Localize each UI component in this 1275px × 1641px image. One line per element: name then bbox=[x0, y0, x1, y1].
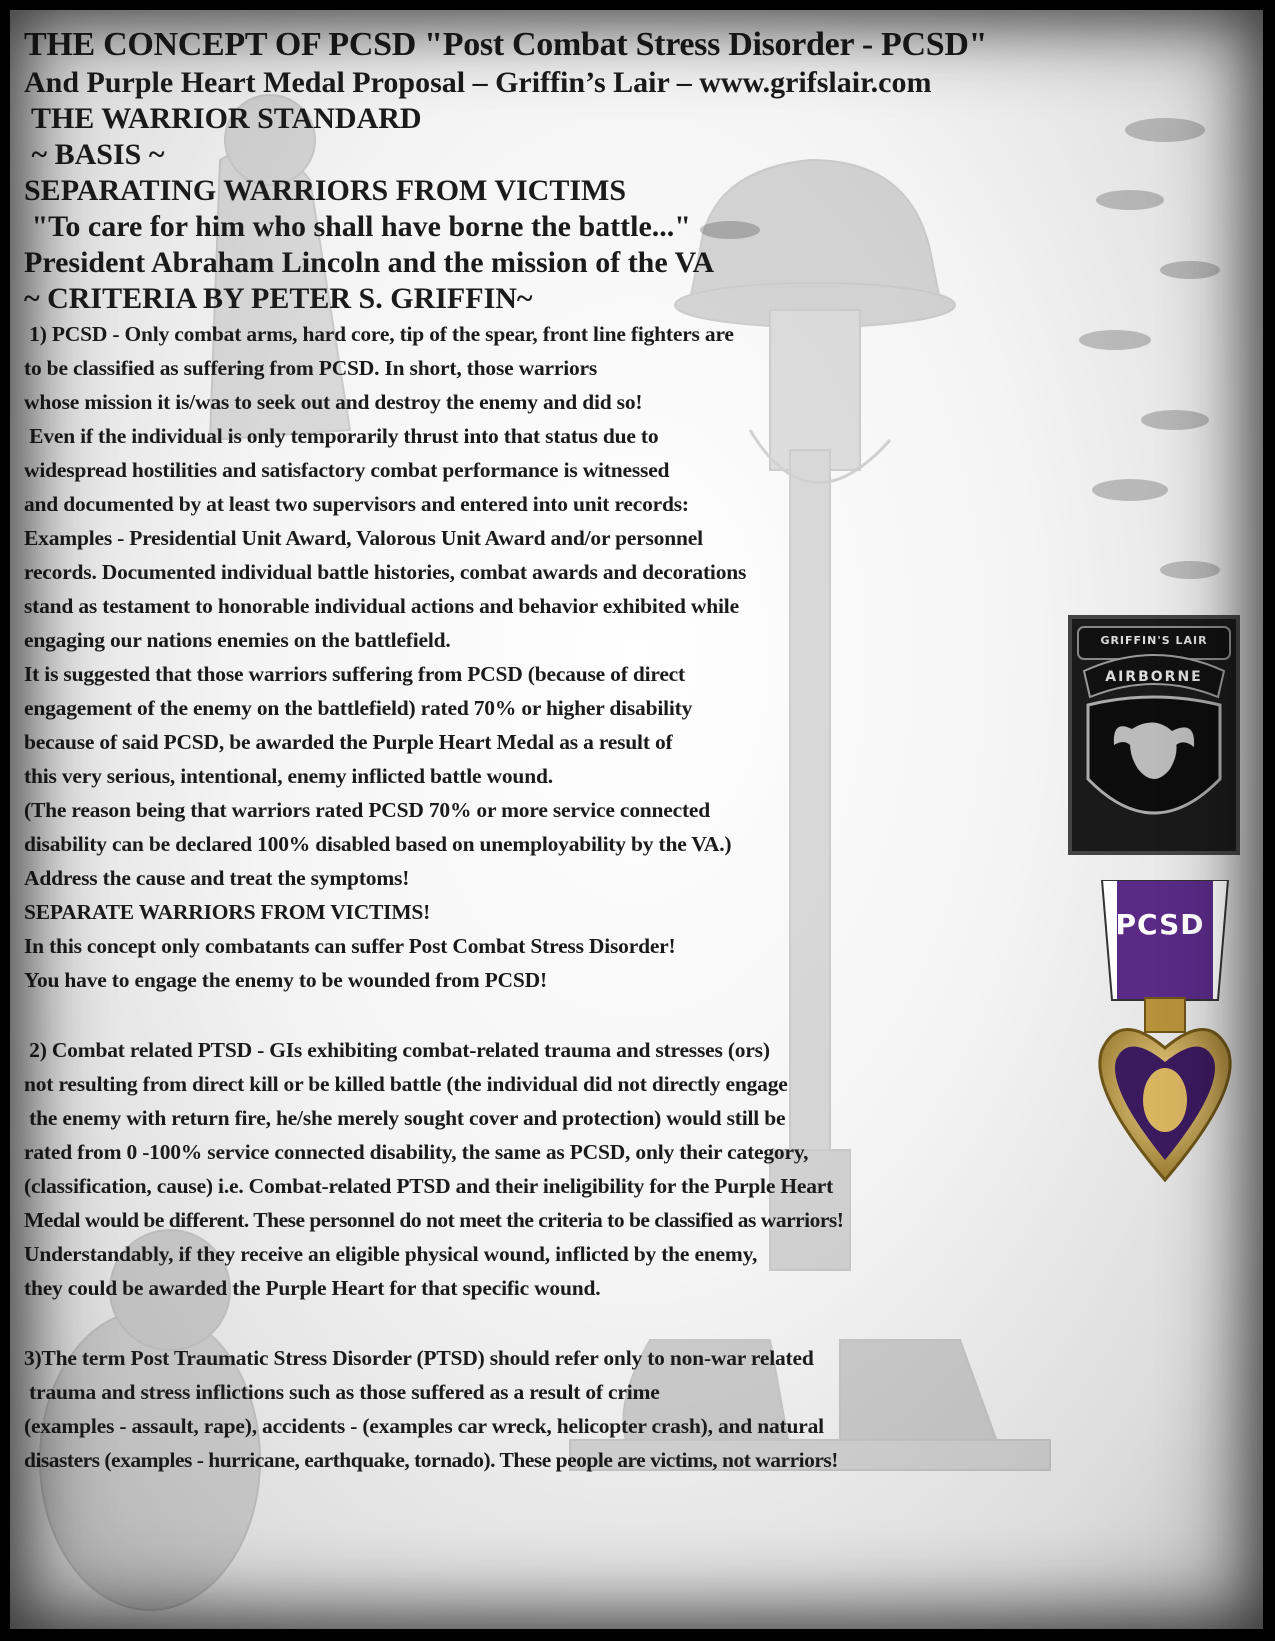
section-3-line: disasters (examples - hurricane, earthquake, tornado). These people are victims, not warriors! bbox=[24, 1448, 838, 1472]
airborne-patch bbox=[1068, 615, 1240, 855]
section-2-line: not resulting from direct kill or be killed battle (the individual did not directly engage bbox=[24, 1072, 788, 1096]
section-1-line: this very serious, intentional, enemy inflicted battle wound. bbox=[24, 764, 553, 788]
poster-page bbox=[10, 10, 1263, 1629]
section-2-line: Understandably, if they receive an eligible physical wound, inflicted by the enemy, bbox=[24, 1242, 758, 1266]
section-1-line: records. Documented individual battle histories, combat awards and decorations bbox=[24, 560, 747, 584]
section-3 bbox=[24, 1341, 1254, 1477]
basis-heading: ~ BASIS ~ bbox=[24, 138, 165, 171]
section-1-line: You have to engage the enemy to be wounded from PCSD! bbox=[24, 968, 547, 992]
title-line-1: THE CONCEPT OF PCSD "Post Combat Stress Disorder - PCSD" bbox=[24, 26, 988, 63]
title-line-3: THE WARRIOR STANDARD bbox=[24, 102, 422, 135]
section-1-line: and documented by at least two supervisors and entered into unit records: bbox=[24, 492, 689, 516]
section-3-line: 3)The term Post Traumatic Stress Disorder (PTSD) should refer only to non-war related bbox=[24, 1346, 814, 1370]
section-1-line: stand as testament to honorable individual actions and behavior exhibited while bbox=[24, 594, 739, 618]
section-1-line: SEPARATE WARRIORS FROM VICTIMS! bbox=[24, 900, 431, 924]
spacer bbox=[24, 997, 1254, 1033]
section-1-line: 1) PCSD - Only combat arms, hard core, tip of the spear, front line fighters are bbox=[24, 322, 734, 346]
section-1-line: In this concept only combatants can suffer Post Combat Stress Disorder! bbox=[24, 934, 676, 958]
patch-airborne-tab: AIRBORNE bbox=[1105, 669, 1203, 685]
section-2-line: they could be awarded the Purple Heart for that specific wound. bbox=[24, 1276, 601, 1300]
section-1-line: disability can be declared 100% disabled based on unemployability by the VA.) bbox=[24, 832, 732, 856]
section-2-line: (classification, cause) i.e. Combat-related PTSD and their ineligibility for the Purple Heart bbox=[24, 1174, 834, 1198]
section-2 bbox=[24, 1033, 1254, 1305]
attribution: President Abraham Lincoln and the mission of the VA bbox=[24, 246, 715, 279]
section-1-line: engaging our nations enemies on the battlefield. bbox=[24, 628, 451, 652]
spacer bbox=[24, 1305, 1254, 1341]
section-3-line: (examples - assault, rape), accidents - (examples car wreck, helicopter crash), and natural bbox=[24, 1414, 824, 1438]
section-1-line: because of said PCSD, be awarded the Purple Heart Medal as a result of bbox=[24, 730, 673, 754]
separating-heading: SEPARATING WARRIORS FROM VICTIMS bbox=[24, 174, 627, 207]
section-1-line: Address the cause and treat the symptoms! bbox=[24, 866, 410, 890]
section-1-line: to be classified as suffering from PCSD. In short, those warriors bbox=[24, 356, 598, 380]
section-2-line: the enemy with return fire, he/she merely sought cover and protection) would still be bbox=[24, 1106, 786, 1130]
griffin-icon bbox=[1072, 619, 1236, 851]
section-1-line: It is suggested that those warriors suffering from PCSD (because of direct bbox=[24, 662, 685, 686]
section-2-line: rated from 0 -100% service connected disability, the same as PCSD, only their category, bbox=[24, 1140, 809, 1164]
section-1-line: Even if the individual is only temporarily thrust into that status due to bbox=[24, 424, 659, 448]
section-2-line: 2) Combat related PTSD - GIs exhibiting combat-related trauma and stresses (ors) bbox=[24, 1038, 770, 1062]
purple-heart-medal bbox=[1080, 880, 1240, 1200]
section-3-line: trauma and stress inflictions such as those suffered as a result of crime bbox=[24, 1380, 660, 1404]
title-line-2: And Purple Heart Medal Proposal – Griffin’s Lair – www.grifslair.com bbox=[24, 66, 932, 99]
section-1-line: Examples - Presidential Unit Award, Valorous Unit Award and/or personnel bbox=[24, 526, 703, 550]
section-1-line: (The reason being that warriors rated PCSD 70% or more service connected bbox=[24, 798, 711, 822]
section-1-line: widespread hostilities and satisfactory combat performance is witnessed bbox=[24, 458, 670, 482]
patch-top-tab: GRIFFIN'S LAIR bbox=[1100, 634, 1208, 647]
section-1-line: engagement of the enemy on the battlefield) rated 70% or higher disability bbox=[24, 696, 693, 720]
lincoln-quote: "To care for him who shall have borne the battle..." bbox=[24, 210, 691, 243]
criteria-heading: ~ CRITERIA BY PETER S. GRIFFIN~ bbox=[24, 282, 533, 315]
section-1-line: whose mission it is/was to seek out and destroy the enemy and did so! bbox=[24, 390, 643, 414]
medal-ribbon-label: PCSD bbox=[1115, 908, 1205, 941]
section-2-line: Medal would be different. These personnel do not meet the criteria to be classified as warriors! bbox=[24, 1208, 844, 1232]
